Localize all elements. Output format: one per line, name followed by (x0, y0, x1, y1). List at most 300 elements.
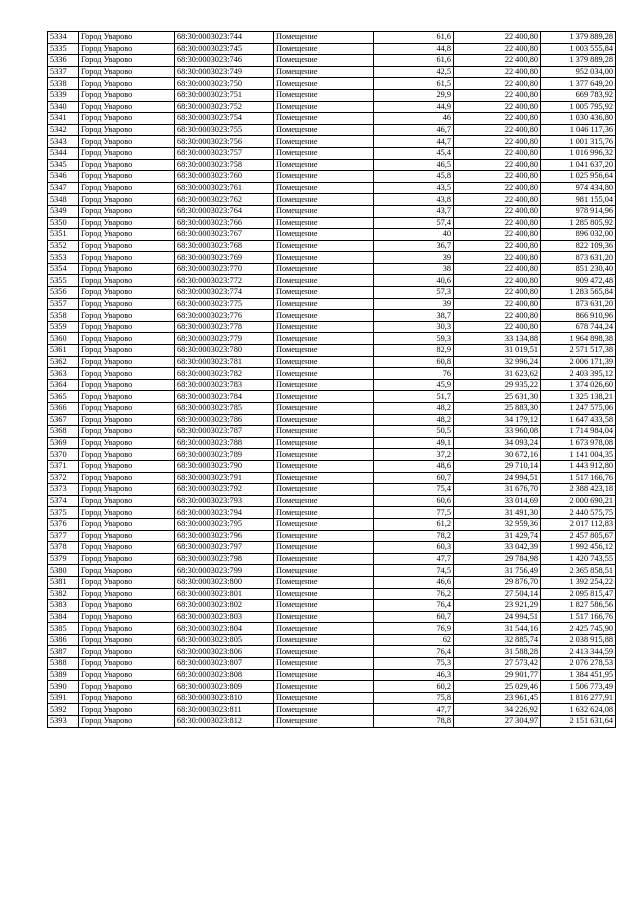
row-number-cell: 5356 (48, 287, 79, 299)
table-row (48, 333, 616, 345)
locality-cell: Город Уварово (79, 518, 175, 530)
row-number-cell: 5377 (48, 530, 79, 542)
table-row (48, 310, 616, 322)
cadastral-value-cell: 1 379 889,28 (541, 55, 616, 67)
cadastral-value-cell: 1 647 433,58 (541, 414, 616, 426)
cadastral-number-cell: 68:30:0003023:781 (175, 356, 274, 368)
row-number-cell: 5361 (48, 345, 79, 357)
object-type-cell: Помещение (274, 495, 374, 507)
cadastral-number-cell: 68:30:0003023:802 (175, 600, 274, 612)
object-type-cell: Помещение (274, 275, 374, 287)
cadastral-value-cell: 2 457 805,67 (541, 530, 616, 542)
object-type-cell: Помещение (274, 136, 374, 148)
table-row (48, 437, 616, 449)
locality-cell: Город Уварово (79, 611, 175, 623)
row-number-cell: 5334 (48, 32, 79, 44)
area-cell: 76,4 (374, 600, 454, 612)
cadastral-value-cell: 981 155,04 (541, 194, 616, 206)
area-cell: 46,7 (374, 124, 454, 136)
row-number-cell: 5392 (48, 704, 79, 716)
area-cell: 46,5 (374, 159, 454, 171)
area-cell: 40 (374, 229, 454, 241)
area-cell: 76,9 (374, 623, 454, 635)
cadastral-number-cell: 68:30:0003023:791 (175, 472, 274, 484)
table-row (48, 518, 616, 530)
area-cell: 30,3 (374, 321, 454, 333)
area-cell: 78,2 (374, 530, 454, 542)
row-number-cell: 5393 (48, 716, 79, 728)
locality-cell: Город Уварово (79, 345, 175, 357)
cadastral-value-cell: 1 992 456,12 (541, 542, 616, 554)
specific-value-cell: 33 014,69 (454, 495, 541, 507)
row-number-cell: 5349 (48, 205, 79, 217)
cadastral-number-cell: 68:30:0003023:768 (175, 240, 274, 252)
table-row (48, 704, 616, 716)
table-row (48, 403, 616, 415)
row-number-cell: 5344 (48, 147, 79, 159)
table-row (48, 263, 616, 275)
area-cell: 61,6 (374, 55, 454, 67)
table-row (48, 124, 616, 136)
specific-value-cell: 33 960,08 (454, 426, 541, 438)
specific-value-cell: 22 400,80 (454, 43, 541, 55)
area-cell: 62 (374, 634, 454, 646)
area-cell: 45,4 (374, 147, 454, 159)
locality-cell: Город Уварово (79, 147, 175, 159)
cadastral-number-cell: 68:30:0003023:810 (175, 692, 274, 704)
table-row (48, 600, 616, 612)
table-row (48, 449, 616, 461)
cadastral-number-cell: 68:30:0003023:803 (175, 611, 274, 623)
locality-cell: Город Уварово (79, 136, 175, 148)
cadastral-number-cell: 68:30:0003023:793 (175, 495, 274, 507)
cadastral-value-cell: 1 632 624,08 (541, 704, 616, 716)
table-row (48, 171, 616, 183)
row-number-cell: 5337 (48, 66, 79, 78)
row-number-cell: 5364 (48, 379, 79, 391)
table-row (48, 252, 616, 264)
area-cell: 50,5 (374, 426, 454, 438)
table-row (48, 275, 616, 287)
cadastral-number-cell: 68:30:0003023:762 (175, 194, 274, 206)
table-row (48, 634, 616, 646)
cadastral-number-cell: 68:30:0003023:792 (175, 484, 274, 496)
object-type-cell: Помещение (274, 368, 374, 380)
cadastral-number-cell: 68:30:0003023:758 (175, 159, 274, 171)
specific-value-cell: 29 935,22 (454, 379, 541, 391)
row-number-cell: 5345 (48, 159, 79, 171)
specific-value-cell: 22 400,80 (454, 66, 541, 78)
object-type-cell: Помещение (274, 379, 374, 391)
cadastral-value-cell: 2 000 690,21 (541, 495, 616, 507)
locality-cell: Город Уварово (79, 66, 175, 78)
table-row (48, 426, 616, 438)
object-type-cell: Помещение (274, 32, 374, 44)
cadastral-value-cell: 1 285 805,92 (541, 217, 616, 229)
row-number-cell: 5354 (48, 263, 79, 275)
locality-cell: Город Уварово (79, 194, 175, 206)
locality-cell: Город Уварово (79, 159, 175, 171)
locality-cell: Город Уварово (79, 530, 175, 542)
row-number-cell: 5376 (48, 518, 79, 530)
area-cell: 75,4 (374, 484, 454, 496)
cadastral-number-cell: 68:30:0003023:807 (175, 658, 274, 670)
specific-value-cell: 24 994,51 (454, 611, 541, 623)
locality-cell: Город Уварово (79, 252, 175, 264)
specific-value-cell: 22 400,80 (454, 55, 541, 67)
object-type-cell: Помещение (274, 472, 374, 484)
row-number-cell: 5370 (48, 449, 79, 461)
cadastral-number-cell: 68:30:0003023:808 (175, 669, 274, 681)
cadastral-number-cell: 68:30:0003023:774 (175, 287, 274, 299)
cadastral-number-cell: 68:30:0003023:783 (175, 379, 274, 391)
object-type-cell: Помещение (274, 669, 374, 681)
area-cell: 75,3 (374, 658, 454, 670)
row-number-cell: 5357 (48, 298, 79, 310)
cadastral-value-cell: 1 041 637,20 (541, 159, 616, 171)
locality-cell: Город Уварово (79, 576, 175, 588)
cadastral-value-cell: 1 714 984,04 (541, 426, 616, 438)
locality-cell: Город Уварово (79, 287, 175, 299)
locality-cell: Город Уварово (79, 704, 175, 716)
specific-value-cell: 25 029,46 (454, 681, 541, 693)
row-number-cell: 5373 (48, 484, 79, 496)
locality-cell: Город Уварово (79, 623, 175, 635)
area-cell: 78,8 (374, 716, 454, 728)
cadastral-value-cell: 873 631,20 (541, 298, 616, 310)
object-type-cell: Помещение (274, 252, 374, 264)
area-cell: 48,2 (374, 403, 454, 415)
area-cell: 60,7 (374, 611, 454, 623)
table-row (48, 495, 616, 507)
specific-value-cell: 22 400,80 (454, 171, 541, 183)
row-number-cell: 5352 (48, 240, 79, 252)
cadastral-value-cell: 1 517 166,76 (541, 472, 616, 484)
cadastral-number-cell: 68:30:0003023:780 (175, 345, 274, 357)
cadastral-number-cell: 68:30:0003023:746 (175, 55, 274, 67)
table-row (48, 287, 616, 299)
area-cell: 43,7 (374, 205, 454, 217)
object-type-cell: Помещение (274, 356, 374, 368)
object-type-cell: Помещение (274, 182, 374, 194)
cadastral-value-cell: 1 030 436,80 (541, 113, 616, 125)
row-number-cell: 5374 (48, 495, 79, 507)
cadastral-value-cell: 678 744,24 (541, 321, 616, 333)
cadastral-number-cell: 68:30:0003023:751 (175, 89, 274, 101)
table-row (48, 240, 616, 252)
table-row (48, 692, 616, 704)
table-row (48, 43, 616, 55)
specific-value-cell: 34 226,92 (454, 704, 541, 716)
cadastral-value-cell: 2 388 423,18 (541, 484, 616, 496)
cadastral-number-cell: 68:30:0003023:770 (175, 263, 274, 275)
area-cell: 44,7 (374, 136, 454, 148)
area-cell: 51,7 (374, 391, 454, 403)
locality-cell: Город Уварово (79, 437, 175, 449)
locality-cell: Город Уварово (79, 101, 175, 113)
cadastral-number-cell: 68:30:0003023:801 (175, 588, 274, 600)
locality-cell: Город Уварово (79, 600, 175, 612)
cadastral-value-cell: 1 377 649,20 (541, 78, 616, 90)
area-cell: 38,7 (374, 310, 454, 322)
cadastral-value-cell: 1 325 138,21 (541, 391, 616, 403)
object-type-cell: Помещение (274, 507, 374, 519)
area-cell: 47,7 (374, 704, 454, 716)
object-type-cell: Помещение (274, 530, 374, 542)
cadastral-value-cell: 1 016 996,32 (541, 147, 616, 159)
locality-cell: Город Уварово (79, 391, 175, 403)
object-type-cell: Помещение (274, 391, 374, 403)
cadastral-value-cell: 1 392 254,22 (541, 576, 616, 588)
cadastral-number-cell: 68:30:0003023:794 (175, 507, 274, 519)
row-number-cell: 5340 (48, 101, 79, 113)
locality-cell: Город Уварово (79, 472, 175, 484)
row-number-cell: 5384 (48, 611, 79, 623)
specific-value-cell: 22 400,80 (454, 124, 541, 136)
cadastral-number-cell: 68:30:0003023:809 (175, 681, 274, 693)
object-type-cell: Помещение (274, 611, 374, 623)
object-type-cell: Помещение (274, 89, 374, 101)
specific-value-cell: 22 400,80 (454, 205, 541, 217)
object-type-cell: Помещение (274, 692, 374, 704)
table-row (48, 460, 616, 472)
cadastral-number-cell: 68:30:0003023:756 (175, 136, 274, 148)
cadastral-number-cell: 68:30:0003023:767 (175, 229, 274, 241)
area-cell: 38 (374, 263, 454, 275)
table-row (48, 576, 616, 588)
row-number-cell: 5389 (48, 669, 79, 681)
cadastral-value-cell: 2 006 171,39 (541, 356, 616, 368)
specific-value-cell: 33 134,88 (454, 333, 541, 345)
table-row (48, 484, 616, 496)
object-type-cell: Помещение (274, 600, 374, 612)
cadastral-value-cell: 873 631,20 (541, 252, 616, 264)
area-cell: 60,7 (374, 472, 454, 484)
cadastral-value-cell: 1 420 743,55 (541, 553, 616, 565)
area-cell: 43,8 (374, 194, 454, 206)
object-type-cell: Помещение (274, 298, 374, 310)
area-cell: 29,9 (374, 89, 454, 101)
area-cell: 59,3 (374, 333, 454, 345)
area-cell: 48,6 (374, 460, 454, 472)
specific-value-cell: 25 631,30 (454, 391, 541, 403)
locality-cell: Город Уварово (79, 182, 175, 194)
cadastral-number-cell: 68:30:0003023:764 (175, 205, 274, 217)
table-row (48, 658, 616, 670)
locality-cell: Город Уварово (79, 32, 175, 44)
cadastral-value-cell: 1 247 575,06 (541, 403, 616, 415)
specific-value-cell: 22 400,80 (454, 101, 541, 113)
locality-cell: Город Уварово (79, 484, 175, 496)
cadastral-number-cell: 68:30:0003023:785 (175, 403, 274, 415)
cadastral-value-cell: 2 571 517,38 (541, 345, 616, 357)
locality-cell: Город Уварово (79, 275, 175, 287)
object-type-cell: Помещение (274, 576, 374, 588)
specific-value-cell: 22 400,80 (454, 263, 541, 275)
table-row (48, 681, 616, 693)
row-number-cell: 5338 (48, 78, 79, 90)
locality-cell: Город Уварово (79, 171, 175, 183)
cadastral-value-cell: 866 910,96 (541, 310, 616, 322)
locality-cell: Город Уварово (79, 89, 175, 101)
area-cell: 57,4 (374, 217, 454, 229)
row-number-cell: 5363 (48, 368, 79, 380)
specific-value-cell: 22 400,80 (454, 240, 541, 252)
area-cell: 74,5 (374, 565, 454, 577)
object-type-cell: Помещение (274, 263, 374, 275)
object-type-cell: Помещение (274, 229, 374, 241)
locality-cell: Город Уварово (79, 78, 175, 90)
row-number-cell: 5365 (48, 391, 79, 403)
cadastral-number-cell: 68:30:0003023:782 (175, 368, 274, 380)
locality-cell: Город Уварово (79, 449, 175, 461)
specific-value-cell: 23 961,45 (454, 692, 541, 704)
table-row (48, 542, 616, 554)
cadastral-number-cell: 68:30:0003023:761 (175, 182, 274, 194)
object-type-cell: Помещение (274, 646, 374, 658)
object-type-cell: Помещение (274, 321, 374, 333)
table-row (48, 611, 616, 623)
specific-value-cell: 22 400,80 (454, 113, 541, 125)
object-type-cell: Помещение (274, 542, 374, 554)
cadastral-number-cell: 68:30:0003023:749 (175, 66, 274, 78)
cadastral-number-cell: 68:30:0003023:796 (175, 530, 274, 542)
cadastral-number-cell: 68:30:0003023:787 (175, 426, 274, 438)
specific-value-cell: 29 876,70 (454, 576, 541, 588)
object-type-cell: Помещение (274, 194, 374, 206)
area-cell: 60,3 (374, 542, 454, 554)
row-number-cell: 5348 (48, 194, 79, 206)
cadastral-number-cell: 68:30:0003023:804 (175, 623, 274, 635)
cadastral-number-cell: 68:30:0003023:789 (175, 449, 274, 461)
cadastral-number-cell: 68:30:0003023:760 (175, 171, 274, 183)
object-type-cell: Помещение (274, 124, 374, 136)
locality-cell: Город Уварово (79, 460, 175, 472)
specific-value-cell: 22 400,80 (454, 321, 541, 333)
row-number-cell: 5372 (48, 472, 79, 484)
specific-value-cell: 34 179,12 (454, 414, 541, 426)
cadastral-value-table (47, 31, 616, 728)
cadastral-number-cell: 68:30:0003023:769 (175, 252, 274, 264)
specific-value-cell: 22 400,80 (454, 136, 541, 148)
cadastral-value-cell: 1 379 889,28 (541, 32, 616, 44)
cadastral-value-cell: 1 141 004,35 (541, 449, 616, 461)
cadastral-value-cell: 1 384 451,95 (541, 669, 616, 681)
table-row (48, 194, 616, 206)
specific-value-cell: 22 400,80 (454, 182, 541, 194)
cadastral-value-cell: 952 034,00 (541, 66, 616, 78)
object-type-cell: Помещение (274, 310, 374, 322)
table-row (48, 391, 616, 403)
table-row (48, 646, 616, 658)
area-cell: 76,4 (374, 646, 454, 658)
object-type-cell: Помещение (274, 66, 374, 78)
locality-cell: Город Уварово (79, 565, 175, 577)
row-number-cell: 5366 (48, 403, 79, 415)
object-type-cell: Помещение (274, 403, 374, 415)
table-row (48, 205, 616, 217)
specific-value-cell: 22 400,80 (454, 194, 541, 206)
object-type-cell: Помещение (274, 588, 374, 600)
table-row (48, 147, 616, 159)
area-cell: 37,2 (374, 449, 454, 461)
object-type-cell: Помещение (274, 460, 374, 472)
cadastral-number-cell: 68:30:0003023:745 (175, 43, 274, 55)
object-type-cell: Помещение (274, 414, 374, 426)
row-number-cell: 5368 (48, 426, 79, 438)
area-cell: 47,7 (374, 553, 454, 565)
specific-value-cell: 22 400,80 (454, 229, 541, 241)
area-cell: 75,8 (374, 692, 454, 704)
object-type-cell: Помещение (274, 658, 374, 670)
cadastral-number-cell: 68:30:0003023:806 (175, 646, 274, 658)
cadastral-number-cell: 68:30:0003023:754 (175, 113, 274, 125)
area-cell: 82,9 (374, 345, 454, 357)
table-row (48, 588, 616, 600)
object-type-cell: Помещение (274, 101, 374, 113)
specific-value-cell: 29 901,77 (454, 669, 541, 681)
cadastral-number-cell: 68:30:0003023:797 (175, 542, 274, 554)
object-type-cell: Помещение (274, 333, 374, 345)
row-number-cell: 5367 (48, 414, 79, 426)
cadastral-number-cell: 68:30:0003023:772 (175, 275, 274, 287)
cadastral-value-cell: 1 964 898,38 (541, 333, 616, 345)
cadastral-value-cell: 2 413 344,59 (541, 646, 616, 658)
cadastral-value-cell: 2 403 395,12 (541, 368, 616, 380)
table-row (48, 136, 616, 148)
row-number-cell: 5350 (48, 217, 79, 229)
locality-cell: Город Уварово (79, 43, 175, 55)
row-number-cell: 5369 (48, 437, 79, 449)
table-row (48, 229, 616, 241)
table-row (48, 113, 616, 125)
specific-value-cell: 27 573,42 (454, 658, 541, 670)
specific-value-cell: 31 544,16 (454, 623, 541, 635)
row-number-cell: 5343 (48, 136, 79, 148)
table-row (48, 356, 616, 368)
row-number-cell: 5360 (48, 333, 79, 345)
table-row (48, 66, 616, 78)
cadastral-value-cell: 2 076 278,53 (541, 658, 616, 670)
locality-cell: Город Уварово (79, 634, 175, 646)
locality-cell: Город Уварово (79, 426, 175, 438)
cadastral-value-cell: 2 017 112,83 (541, 518, 616, 530)
specific-value-cell: 31 019,51 (454, 345, 541, 357)
cadastral-value-cell: 669 783,92 (541, 89, 616, 101)
specific-value-cell: 27 304,97 (454, 716, 541, 728)
cadastral-number-cell: 68:30:0003023:752 (175, 101, 274, 113)
cadastral-value-cell: 1 673 978,08 (541, 437, 616, 449)
cadastral-number-cell: 68:30:0003023:778 (175, 321, 274, 333)
cadastral-value-cell: 1 506 773,49 (541, 681, 616, 693)
table-row (48, 623, 616, 635)
specific-value-cell: 34 093,24 (454, 437, 541, 449)
locality-cell: Город Уварово (79, 681, 175, 693)
specific-value-cell: 31 676,70 (454, 484, 541, 496)
table-row (48, 669, 616, 681)
cadastral-value-cell: 2 038 915,88 (541, 634, 616, 646)
cadastral-value-cell: 1 025 956,64 (541, 171, 616, 183)
cadastral-value-cell: 1 046 117,36 (541, 124, 616, 136)
object-type-cell: Помещение (274, 634, 374, 646)
row-number-cell: 5382 (48, 588, 79, 600)
row-number-cell: 5341 (48, 113, 79, 125)
locality-cell: Город Уварово (79, 205, 175, 217)
specific-value-cell: 29 710,14 (454, 460, 541, 472)
area-cell: 44,8 (374, 43, 454, 55)
cadastral-value-cell: 2 425 745,90 (541, 623, 616, 635)
object-type-cell: Помещение (274, 171, 374, 183)
